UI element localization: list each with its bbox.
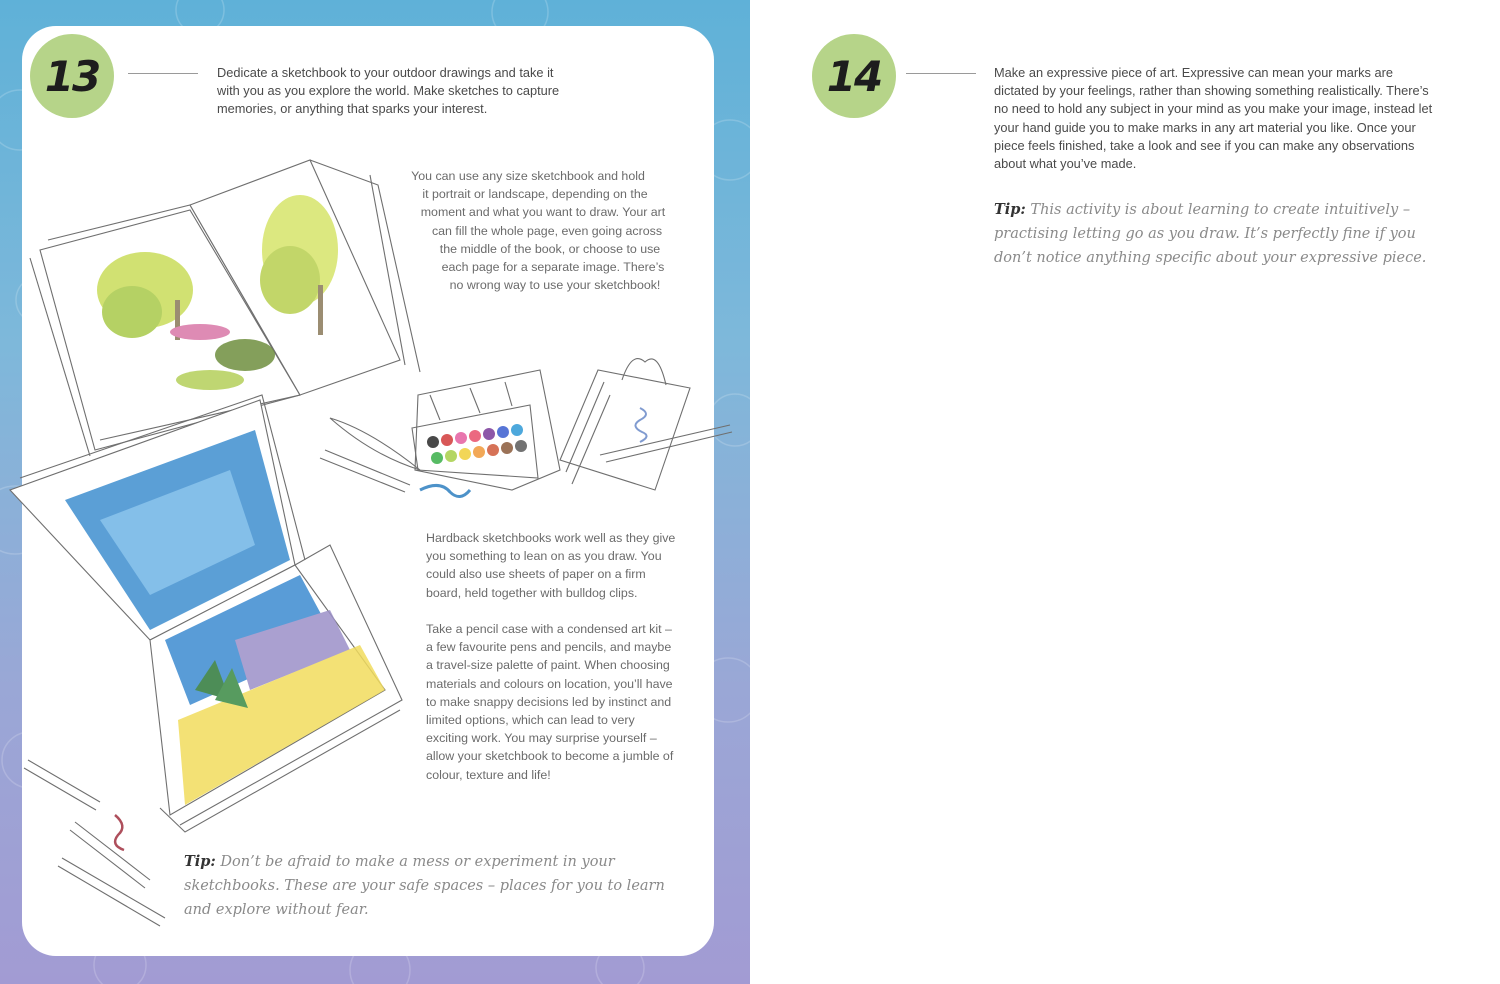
text-line: no wrong way to use your sketchbook! [449,278,661,293]
text-line: the middle of the book, or choose to use [439,241,661,256]
tip-text: Don’t be afraid to make a mess or experiment in your sketchbooks. These are your safe spaces – places for you to learn and explore without fear. [184,854,665,918]
right-page [750,0,1500,984]
text-line: it portrait or landscape, depending on the [422,187,648,202]
sketchbook-size-text [398,167,688,294]
tip-box [994,198,1434,270]
activity-number: 13 [44,51,100,101]
text-line: moment and what you want to draw. Your art [420,205,666,220]
tip-label: Tip: [994,201,1026,218]
text-line: You can use any size sketchbook and hold [411,169,645,183]
tip-text: This activity is about learning to create intuitively – practising letting go as you draw. It’s perfectly fine if you don’t notice anything specific about your expressive piece. [994,202,1427,266]
intro-text: Make an expressive piece of art. Expressive can mean your marks are dictated by your feelings, rather than showing something realistically. There’s no need to hold any subject in your mind as you make your image, instead let your hand guide you to make marks in any art material you like. Once your piece feels finished, take a look and see if you can make any observations about what you’ve made. [994,65,1433,172]
header-rule [906,73,976,74]
tip-label: Tip: [184,853,216,870]
activity-number: 14 [826,51,882,101]
pencil-case-text: Take a pencil case with a condensed art kit – a few favourite pens and pencils, and maybe a travel-size palette of paint. When choosing materials and colours on location, you’ll have to make snappy decisions led by instinct and limited options, which can lead to very exciting work. You may surprise yourself – allow your sketchbook to become a jumble of colour, texture and life! [426,622,674,782]
hardback-text: Hardback sketchbooks work well as they give you something to lean on as you draw. You could also use sheets of paper on a firm board, held together with bulldog clips. [426,531,676,600]
text-line: can fill the whole page, even going across [431,223,663,238]
intro-text: Dedicate a sketchbook to your outdoor drawings and take it with you as you explore the world. Make sketches to capture memories, or anything that sparks your interest. [217,65,560,117]
activity-number-badge [812,34,896,118]
tip-box [184,850,674,922]
text-line: each page for a separate image. There’s [441,260,665,275]
